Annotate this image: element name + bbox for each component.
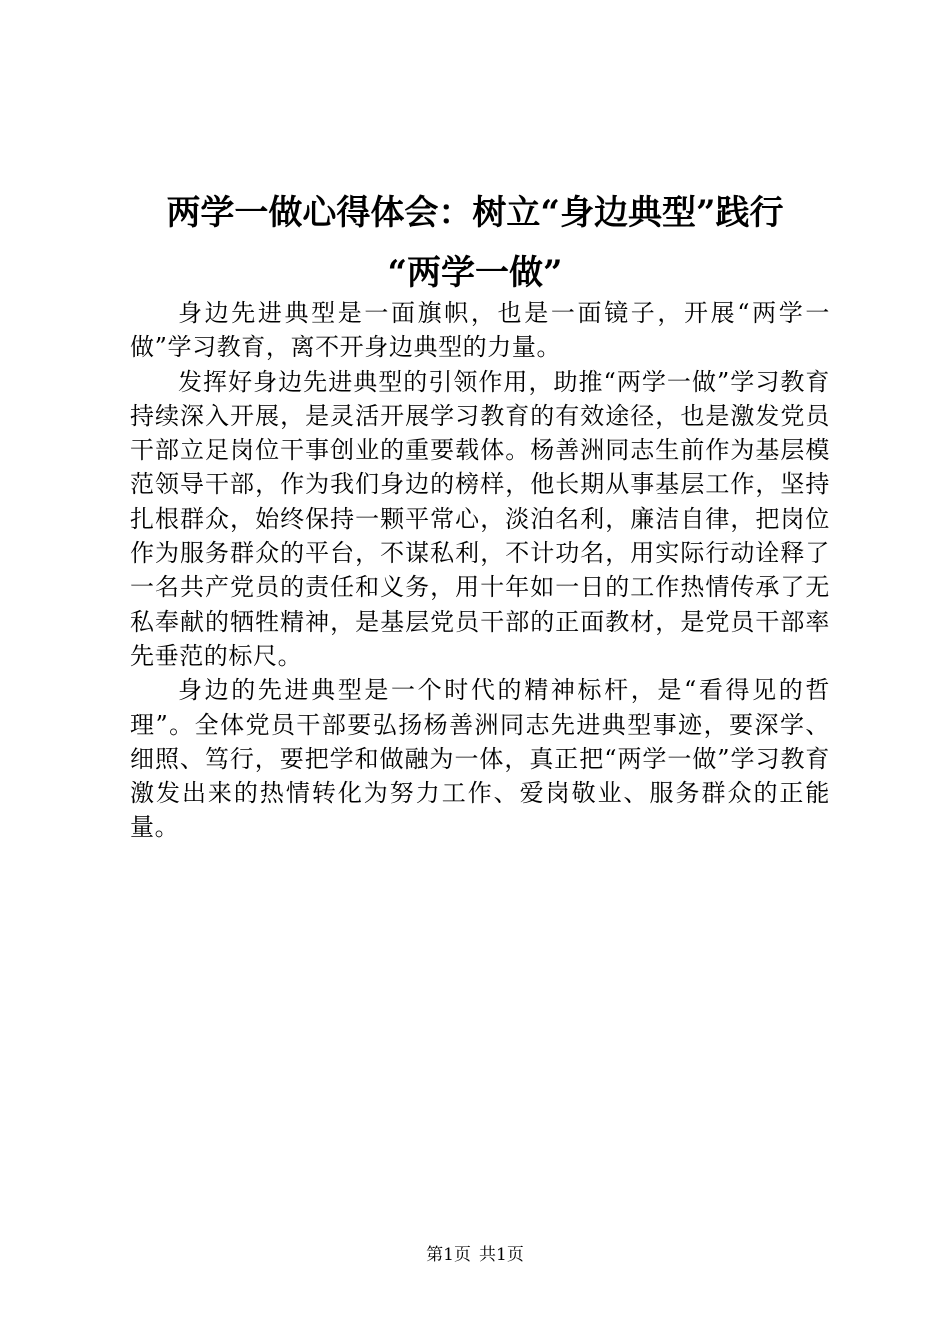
title-line-1: 两学一做心得体会：树立“身边典型”践行 xyxy=(166,193,784,233)
paragraph-2: 发挥好身边先进典型的引领作用，助推“两学一做”学习教育持续深入开展，是灵活开展学习教育的有效途径，也是激发党员干部立足岗位干事创业的重要载体。杨善洲同志生前作为基层模范领导干部，作为我们身边的榜样，他长期从事基层工作，坚持扎根群众，始终保持一颗平常心，淡泊名利，廉洁自律，把岗位作为服务群众的平台，不谋私利，不计功名，用实际行动诠释了一名共产党员的责任和义务，用十年如一日的工作热情传承了无私奉献的牺牲精神，是基层党员干部的正面教材，是党员干部率先垂范的标尺。 xyxy=(130,367,830,670)
document-title xyxy=(120,183,830,303)
paragraph-3: 身边的先进典型是一个时代的精神标杆，是“看得见的哲理”。全体党员干部要弘扬杨善洲同志先进典型事迹，要深学、细照、笃行，要把学和做融为一体，真正把“两学一做”学习教育激发出来的热情转化为努力工作、爱岗敬业、服务群众的正能量。 xyxy=(130,676,830,842)
page-number: 第1页 xyxy=(426,1245,471,1265)
page-footer xyxy=(0,1243,950,1267)
page-total: 共1页 xyxy=(479,1245,524,1265)
paragraph-1: 身边先进典型是一面旗帜，也是一面镜子，开展“两学一做”学习教育，离不开身边典型的力量。 xyxy=(130,299,830,362)
title-line-2: “两学一做” xyxy=(387,253,563,293)
document-body xyxy=(130,296,830,845)
